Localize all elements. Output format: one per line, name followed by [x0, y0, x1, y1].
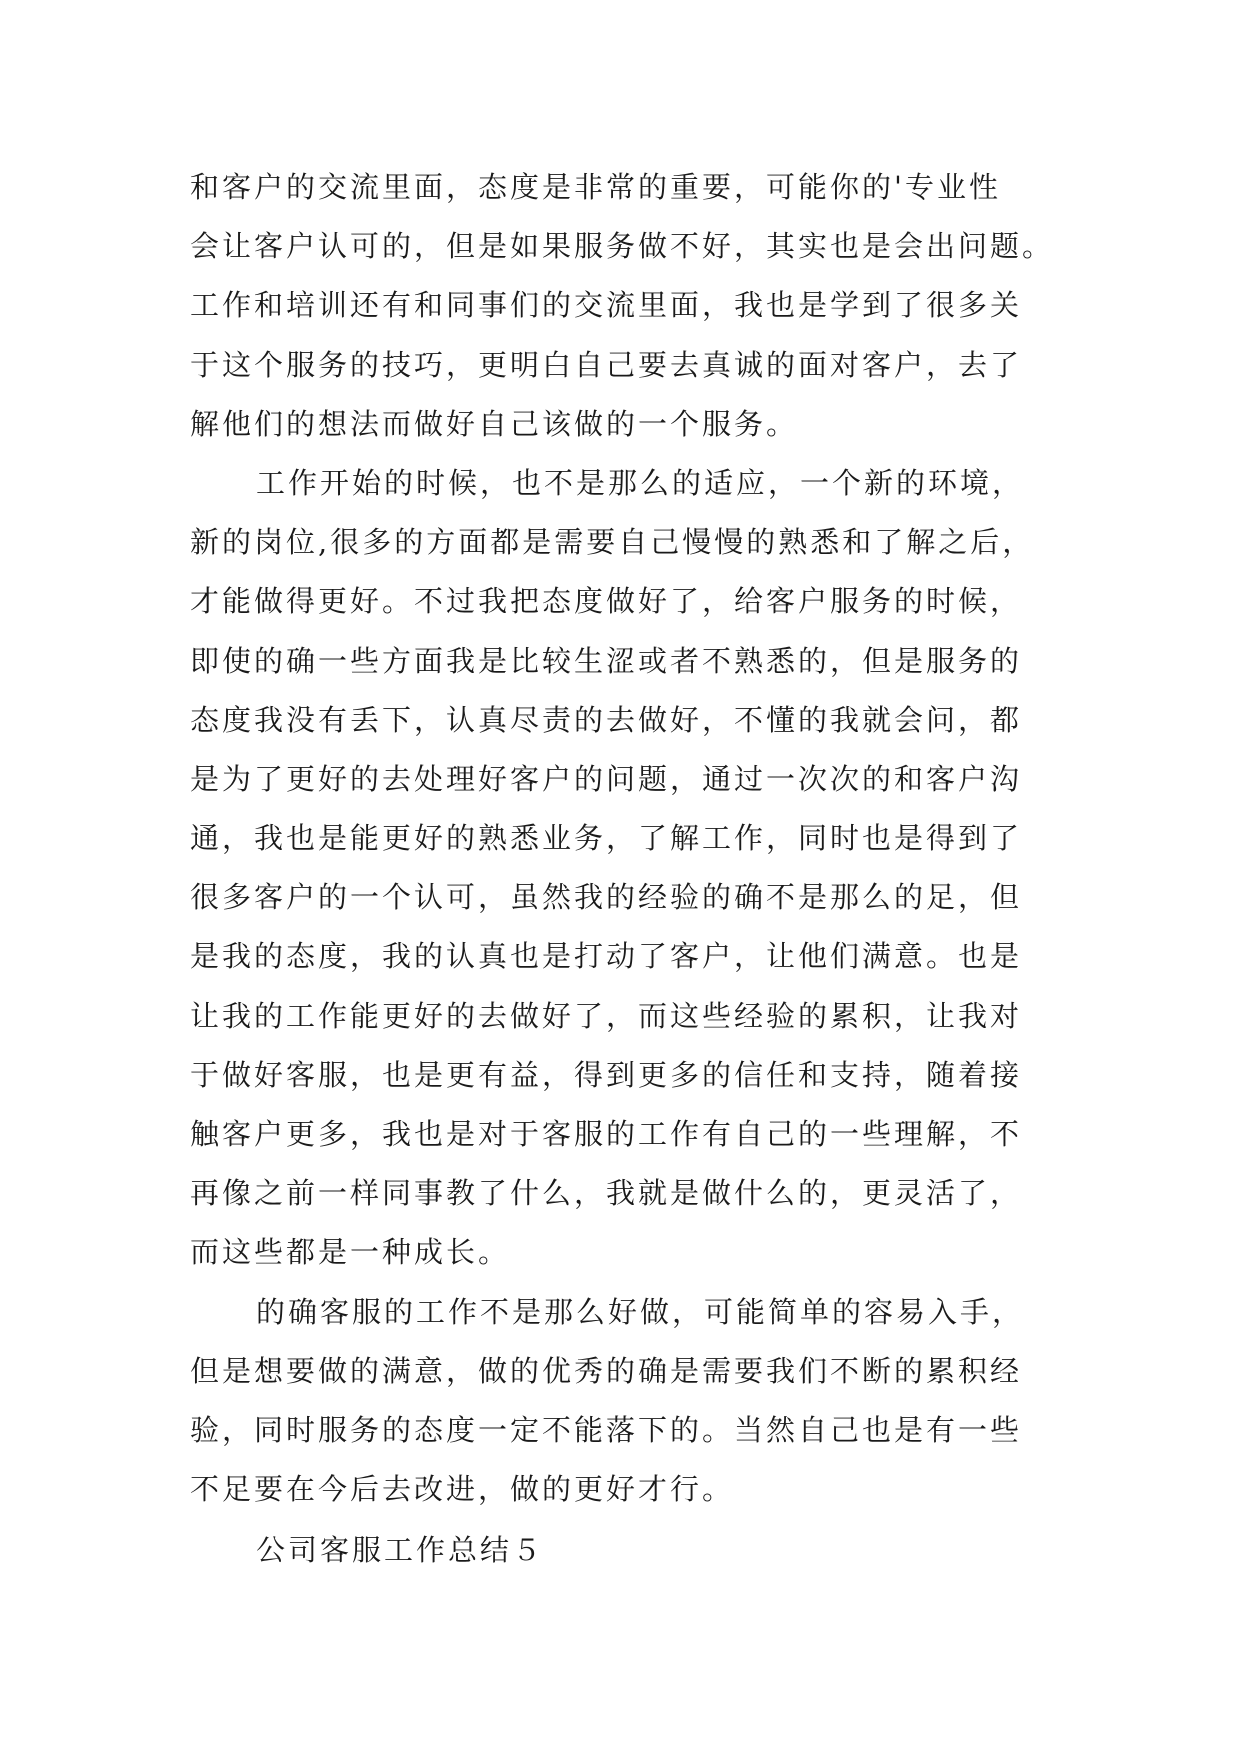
text-line: 才能做得更好。不过我把态度做好了，给客户服务的时候，	[190, 584, 1023, 619]
text-line: 再像之前一样同事教了什么，我就是做什么的，更灵活了，	[190, 1176, 1023, 1211]
text-line: 会让客户认可的，但是如果服务做不好，其实也是会出问题。	[190, 229, 1055, 264]
paragraph-first-line: 的确客服的工作不是那么好做，可能简单的容易入手，	[256, 1294, 1025, 1329]
text-line: 不足要在今后去改进，做的更好才行。	[190, 1472, 735, 1507]
text-line: 和客户的交流里面，态度是非常的重要，可能你的'专业性	[190, 170, 1001, 204]
text-line: 验，同时服务的态度一定不能落下的。当然自己也是有一些	[190, 1412, 1023, 1447]
text-line: 工作和培训还有和同事们的交流里面，我也是学到了很多关	[190, 288, 1023, 323]
text-line: 态度我没有丢下，认真尽责的去做好，不懂的我就会问，都	[190, 702, 1023, 737]
text-line: 于做好客服，也是更有益，得到更多的信任和支持，随着接	[190, 1057, 1023, 1092]
text-line: 是我的态度，我的认真也是打动了客户，让他们满意。也是	[190, 939, 1023, 974]
text-line: 即使的确一些方面我是比较生涩或者不熟悉的，但是服务的	[190, 643, 1023, 678]
text-line: 但是想要做的满意，做的优秀的确是需要我们不断的累积经	[190, 1353, 1023, 1388]
text-line: 解他们的想法而做好自己该做的一个服务。	[190, 406, 799, 441]
body-text	[190, 158, 1070, 1581]
text-line: 让我的工作能更好的去做好了，而这些经验的累积，让我对	[190, 998, 1023, 1033]
text-line: 很多客户的一个认可，虽然我的经验的确不是那么的足，但	[190, 880, 1023, 915]
text-line: 通，我也是能更好的熟悉业务，了解工作，同时也是得到了	[190, 821, 1023, 856]
text-line: 新的岗位,很多的方面都是需要自己慢慢的熟悉和了解之后，	[190, 525, 1035, 560]
text-line: 是为了更好的去处理好客户的问题，通过一次次的和客户沟	[190, 761, 1023, 796]
text-line: 触客户更多，我也是对于客服的工作有自己的一些理解，不	[190, 1117, 1023, 1151]
text-line: 而这些都是一种成长。	[190, 1235, 511, 1270]
text-line: 于这个服务的技巧，更明白自己要去真诚的面对客户，去了	[190, 347, 1023, 382]
section-heading: 公司客服工作总结５	[256, 1533, 545, 1568]
paragraph-first-line: 工作开始的时候，也不是那么的适应，一个新的环境，	[256, 465, 1025, 500]
